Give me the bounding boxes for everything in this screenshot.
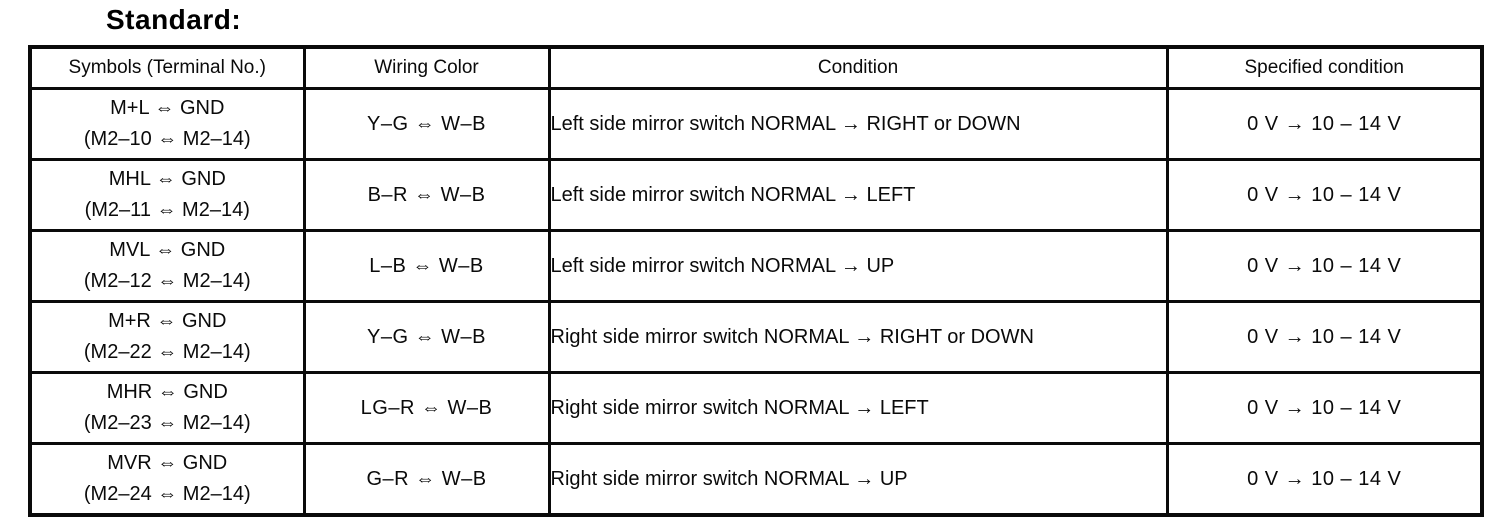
- wiring-color-cell: Y–G ⇔ W–B: [304, 89, 549, 160]
- wiring-color-cell: LG–R ⇔ W–B: [304, 373, 549, 444]
- col-header-symbols: Symbols (Terminal No.): [30, 47, 304, 89]
- symbols-terminal-numbers: (M2–11 ⇔ M2–14): [84, 199, 250, 221]
- specified-condition-cell: 0 V → 10 – 14 V: [1167, 89, 1482, 160]
- symbols-terminal-label: MVL ⇔ GND: [109, 239, 226, 261]
- symbols-cell: [30, 231, 304, 302]
- symbols-cell: [30, 89, 304, 160]
- condition-cell: Right side mirror switch NORMAL → RIGHT or DOWN: [549, 302, 1167, 373]
- symbols-terminal-numbers: (M2–24 ⇔ M2–14): [83, 483, 251, 505]
- symbols-cell: [30, 160, 304, 231]
- symbols-cell: [30, 444, 304, 516]
- symbols-terminal-numbers: (M2–22 ⇔ M2–14): [83, 341, 251, 363]
- symbols-terminal-label: MHR ⇔ GND: [106, 381, 228, 403]
- symbols-terminal-numbers: (M2–10 ⇔ M2–14): [83, 128, 251, 150]
- standard-spec-table: [28, 45, 1484, 517]
- symbols-cell: [30, 373, 304, 444]
- condition-cell: Right side mirror switch NORMAL → UP: [549, 444, 1167, 516]
- symbols-terminal-label: MVR ⇔ GND: [107, 452, 228, 474]
- table-row: [30, 302, 1482, 373]
- wiring-color-cell: B–R ⇔ W–B: [304, 160, 549, 231]
- condition-cell: Left side mirror switch NORMAL → RIGHT or DOWN: [549, 89, 1167, 160]
- specified-condition-cell: 0 V → 10 – 14 V: [1167, 373, 1482, 444]
- table-row: [30, 89, 1482, 160]
- symbols-terminal-label: M+R ⇔ GND: [108, 310, 227, 332]
- table-row: [30, 444, 1482, 516]
- table-row: [30, 373, 1482, 444]
- symbols-terminal-numbers: (M2–12 ⇔ M2–14): [83, 270, 251, 292]
- table-row: [30, 231, 1482, 302]
- condition-cell: Left side mirror switch NORMAL → UP: [549, 231, 1167, 302]
- wiring-color-cell: L–B ⇔ W–B: [304, 231, 549, 302]
- symbols-terminal-label: MHL ⇔ GND: [108, 168, 226, 190]
- condition-cell: Left side mirror switch NORMAL → LEFT: [549, 160, 1167, 231]
- specified-condition-cell: 0 V → 10 – 14 V: [1167, 160, 1482, 231]
- specified-condition-cell: 0 V → 10 – 14 V: [1167, 444, 1482, 516]
- page-title: Standard:: [106, 4, 242, 35]
- table-row: [30, 160, 1482, 231]
- condition-cell: Right side mirror switch NORMAL → LEFT: [549, 373, 1167, 444]
- wiring-color-cell: G–R ⇔ W–B: [304, 444, 549, 516]
- col-header-specified-condition: Specified condition: [1167, 47, 1482, 89]
- col-header-wiring-color: Wiring Color: [304, 47, 549, 89]
- symbols-terminal-numbers: (M2–23 ⇔ M2–14): [83, 412, 251, 434]
- symbols-cell: [30, 302, 304, 373]
- col-header-condition: Condition: [549, 47, 1167, 89]
- specified-condition-cell: 0 V → 10 – 14 V: [1167, 231, 1482, 302]
- specified-condition-cell: 0 V → 10 – 14 V: [1167, 302, 1482, 373]
- wiring-color-cell: Y–G ⇔ W–B: [304, 302, 549, 373]
- table-header-row: [30, 47, 1482, 89]
- symbols-terminal-label: M+L ⇔ GND: [110, 97, 225, 119]
